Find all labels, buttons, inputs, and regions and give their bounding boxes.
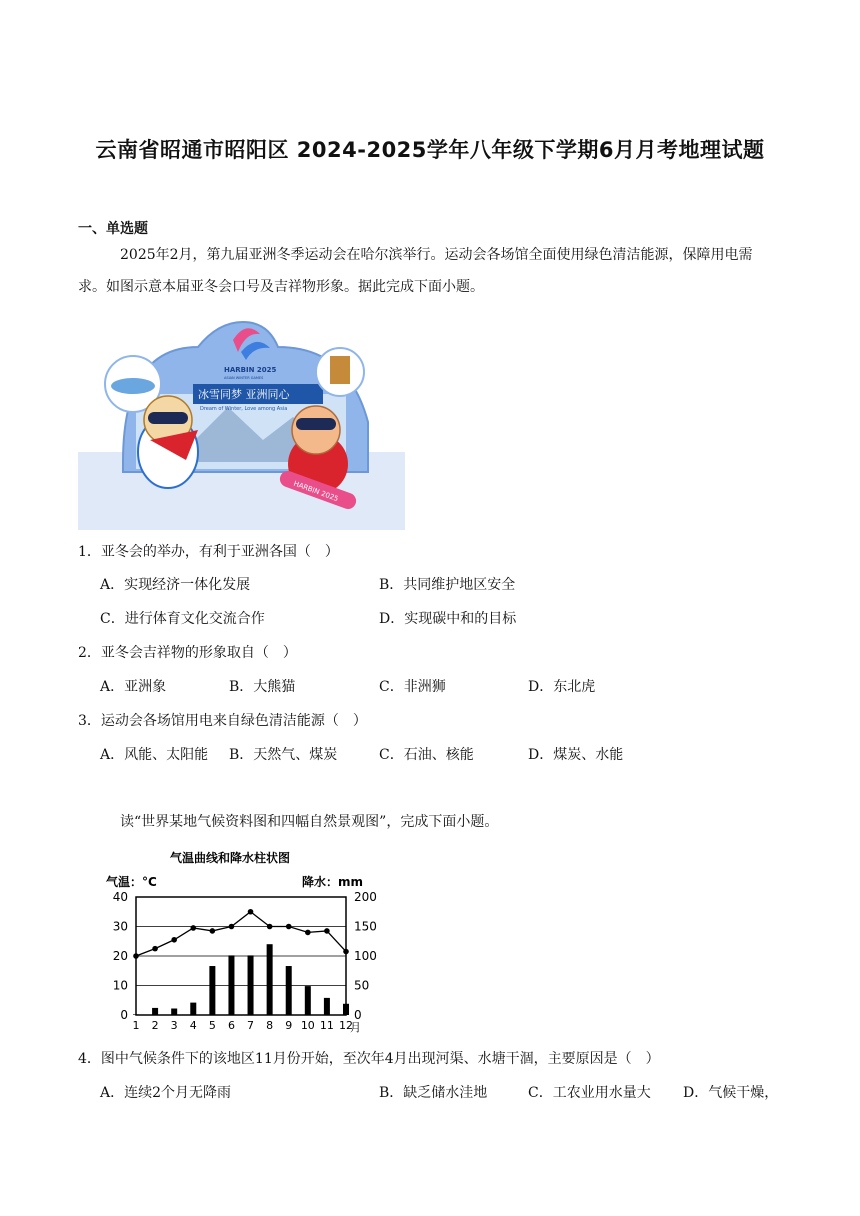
month-tick-label: 12 — [339, 1019, 353, 1032]
month-tick-label: 7 — [247, 1019, 255, 1032]
climate-chart — [100, 845, 390, 1035]
q2-option-b: B．大熊猫 — [229, 679, 296, 695]
temp-point — [324, 928, 330, 934]
temp-tick-label: 0 — [120, 1008, 128, 1022]
q2-option-d: D．东北虎 — [528, 679, 596, 695]
precip-tick-label: 0 — [354, 1008, 362, 1022]
precip-tick-label: 100 — [354, 949, 377, 963]
asian-winter-games-poster — [78, 312, 405, 530]
q3-option-d: D．煤炭、水能 — [528, 747, 624, 763]
precip-bar — [305, 986, 311, 1015]
q3-option-c: C．石油、核能 — [379, 747, 474, 763]
chart-title: 气温曲线和降水柱状图 — [170, 851, 291, 865]
temp-point — [210, 928, 216, 934]
question-3-stem: 3．运动会各场馆用电来自绿色清洁能源（ ） — [78, 713, 367, 729]
page-title: 云南省昭通市昭阳区 2024-2025学年八年级下学期6月月考地理试题 — [95, 138, 765, 162]
month-tick-label: 3 — [170, 1019, 178, 1032]
temp-point — [267, 924, 273, 930]
chart-left-axis-label: 气温：°C — [106, 875, 157, 889]
month-tick-label: 2 — [151, 1019, 159, 1032]
precip-bar — [171, 1009, 177, 1015]
q3-option-b: B．天然气、煤炭 — [229, 747, 338, 763]
temp-point — [248, 909, 254, 915]
month-tick-label: 9 — [285, 1019, 293, 1032]
poster-logo-text: HARBIN 2025 — [224, 366, 277, 374]
precip-tick-label: 150 — [354, 919, 377, 934]
temp-point — [152, 946, 158, 952]
temp-tick-label: 20 — [112, 949, 128, 963]
q4-option-c: C．工农业用水量大 — [528, 1085, 651, 1101]
temp-tick-label: 10 — [112, 978, 128, 993]
precip-bar — [190, 1003, 196, 1015]
passage-2: 读“世界某地气候资料图和四幅自然景观图”，完成下面小题。 — [120, 814, 499, 830]
month-tick-label: 1 — [132, 1019, 140, 1032]
question-2-stem: 2．亚冬会吉祥物的形象取自（ ） — [78, 645, 297, 661]
precip-bar — [248, 955, 254, 1015]
q4-option-b: B．缺乏储水洼地 — [379, 1085, 488, 1101]
precip-tick-label: 200 — [354, 890, 377, 904]
month-tick-label: 6 — [227, 1019, 235, 1032]
q1-option-a: A．实现经济一体化发展 — [100, 577, 251, 593]
temp-tick-label: 30 — [112, 919, 128, 934]
precip-bar — [324, 998, 330, 1015]
snowboard-text: HARBIN 2025 — [292, 479, 340, 504]
precip-bar — [286, 966, 292, 1015]
q2-option-c: C．非洲狮 — [379, 679, 446, 695]
month-tick-label: 10 — [300, 1019, 315, 1032]
q4-option-d: D．气候干燥， — [683, 1085, 779, 1101]
temp-point — [286, 924, 292, 930]
q4-option-a: A．连续2个月无降雨 — [100, 1085, 232, 1101]
q2-option-a: A．亚洲象 — [100, 679, 167, 695]
poster-logo-sub: ASIAN WINTER GAMES — [224, 376, 264, 380]
q1-option-c: C．进行体育文化交流合作 — [100, 611, 265, 627]
month-tick-label: 11 — [319, 1019, 334, 1032]
temperature-line — [136, 912, 346, 956]
precip-bar — [209, 966, 215, 1015]
precip-bar — [228, 955, 234, 1015]
section-heading: 一、单选题 — [78, 221, 148, 237]
passage-1: 2025年2月，第九届亚洲冬季运动会在哈尔滨举行。运动会各场馆全面使用绿色清洁能源，保障用电需求。如图示意本届亚冬会口号及吉祥物形象。据此完成下面小题。 — [78, 247, 753, 295]
question-4-stem: 4．图中气候条件下的该地区11月份开始，至次年4月出现河渠、水塘干涸，主要原因是（ ） — [78, 1051, 660, 1067]
precip-bar — [267, 944, 273, 1015]
month-tick-label: 4 — [189, 1019, 197, 1032]
poster-slogan: 冰雪同梦 亚洲同心 — [198, 388, 290, 401]
month-unit-label: 月 — [350, 1021, 361, 1034]
chart-right-axis-label: 降水：mm — [302, 875, 364, 889]
temp-point — [229, 924, 235, 930]
temp-point — [190, 925, 196, 931]
poster-slogan-en: Dream of Winter, Love among Asia — [200, 406, 288, 412]
precip-tick-label: 50 — [354, 978, 370, 993]
precip-bar — [152, 1008, 158, 1015]
question-1-stem: 1．亚冬会的举办，有利于亚洲各国（ ） — [78, 544, 339, 560]
q3-option-a: A．风能、太阳能 — [100, 747, 209, 763]
month-tick-label: 8 — [266, 1019, 274, 1032]
q1-option-d: D．实现碳中和的目标 — [379, 611, 517, 627]
temp-tick-label: 40 — [112, 890, 128, 904]
month-tick-label: 5 — [208, 1019, 216, 1032]
temp-point — [171, 937, 177, 943]
q1-option-b: B．共同维护地区安全 — [379, 577, 516, 593]
temp-point — [305, 930, 311, 936]
